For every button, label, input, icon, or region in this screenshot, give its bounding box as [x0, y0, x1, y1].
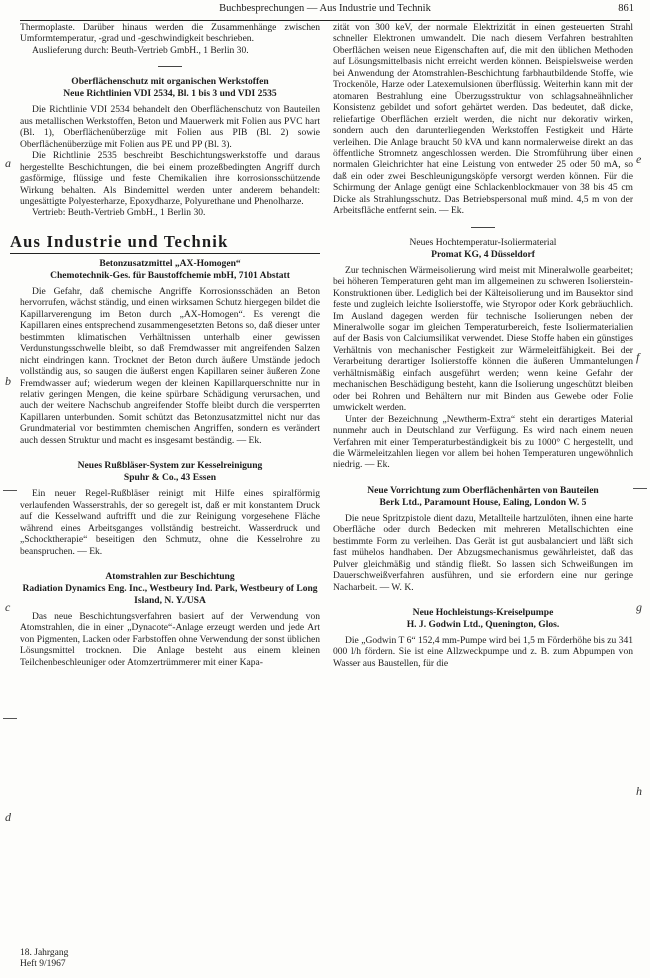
separator: [471, 227, 495, 228]
article2-title: Betonzusatzmittel „AX-Homogen“: [99, 257, 241, 269]
article7-title: Neue Hochleistungs-Kreiselpumpe: [412, 607, 554, 619]
running-header: [0, 0, 650, 18]
footer: [20, 948, 68, 969]
article5-p1: Zur technischen Wärmeisolierung wird meist mit Mineralwolle gearbeitet; bei höheren Temperaturen geht man im allgemeinen zu schweren Isolierstein-Konstruktionen über. Lediglich bei der Kälteisolierung und im Bausektor sind feste und zugleich leichte Isolierstoffe, wie Styropor oder Kork gebräuchlich. Im Ausland dagegen werden für technische Isolierungen neben der Mineralwolle sogar im gleichen Temperaturbereich, feste Isoliermaterialien auf der Basis von Calciumsilikat verwendet. Diese Stoffe haben ein günstiges Verhältnis von mechanischer Festigkeit zur Wärmeleitfähigkeit. Bei der Verarbeitung derartiger Isolierstoffe können die äußeren Ummantelungen verhältnismäßig einfach ausgeführt werden; wenn keine Gefahr der mechanischen Beschädigung besteht, kann die Isolierung ungeschützt bleiben oder bei Rohren und Behältern nur mit Binden aus Gewebe oder Folie umwickelt werden.: [333, 264, 633, 414]
article6-title: Neue Vorrichtung zum Oberflächenhärten von Bauteilen: [367, 484, 599, 496]
running-title: Buchbesprechungen — Aus Industrie und Technik: [219, 3, 431, 14]
article6-subtitle: Berk Ltd., Paramount House, Ealing, London W. 5: [379, 496, 587, 508]
article1-subtitle: Neue Richtlinien VDI 2534, Bl. 1 bis 3 und VDI 2535: [63, 88, 277, 100]
margin-mark: [3, 490, 17, 491]
article1-p1: Die Richtlinie VDI 2534 behandelt den Oberflächenschutz von Bauteilen aus metallischen Werkstoffen, Beton und Mauerwerk mit Folien aus PVC hart (Bl. 1), Oberflächenüberzüge mit Folien aus PIB (Bl. 2) sowie Oberflächenüberzüge mit Folien aus PE und PP (Bl. 3).: [20, 104, 320, 150]
margin-letter-f: f: [636, 350, 640, 364]
article1-delivery: Vertrieb: Beuth-Vertrieb GmbH., 1 Berlin 30.: [32, 207, 206, 219]
left-column: [10, 22, 320, 668]
article5-subtitle: Promat KG, 4 Düsseldorf: [431, 248, 535, 260]
margin-letter-g: g: [636, 600, 642, 614]
margin-letter-d: d: [5, 810, 11, 824]
margin-letter-e: e: [636, 152, 642, 166]
article4-title: Atomstrahlen zur Beschichtung: [105, 570, 235, 582]
intro-text: Thermoplaste. Darüber hinaus werden die Zusammenhänge zwischen Umformtemperatur, -grad und -geschwindigkeit beschrieben.: [20, 22, 320, 45]
intro-delivery: Auslieferung durch: Beuth-Vertrieb GmbH., 1 Berlin 30.: [32, 44, 249, 56]
article7-p1: Die „Godwin T 6“ 152,4 mm-Pumpe wird bei 1,5 m Förderhöhe bis zu 341 000 l/h fördern. Sie ist eine Allzweckpumpe und z. B. zum Abpumpen von Wasser aus Baustellen, für die: [333, 635, 633, 669]
margin-letter-c: c: [5, 600, 11, 614]
article4-subtitle: Radiation Dynamics Eng. Inc., Westbeury Ind. Park, Westbeury of Long Island, N. Y./USA: [22, 582, 318, 606]
section-title: Aus Industrie und Technik: [10, 233, 320, 254]
continued-text: zität von 300 keV, der normale Elektrizität in einen gesteuerten Strahl schneller Elektronen umwandelt. Die nach diesem Verfahren bestrahlten Oberflächen weisen neue Eigenschaften auf, die mit den üblichen Methoden auf Lösungsmittelbasis nicht erreicht werden können. Beispielsweise werden bei Anwendung der Atomstrahlen-Beschichtung farbhautbildende Stoffe, wie Trockenöle, Harze oder Latexemulsionen überflüssig. Weiterhin kann mit der atomaren Bestrahlung eine Überzugsstruktur von schlagsahneähnlicher Konsistenz gebildet und sofort gehärtet werden. Das bedeutet, daß dicke, reliefartige Oberflächen erzielt werden, die nicht nur dekorativ wirken, sondern auch den darunterliegenden Werkstoffen Festigkeit und Härte verleihen. Die Anlage braucht 50 kVA und kann normalerweise direkt an das öffentliche Stromnetz angeschlossen werden. Die Stromführung über einen normalen Gleichrichter hat eine Leistung von entweder 25 oder 50 mA, so daß ein oder zwei Beschleunigungsköpfe versorgt werden können. Für die Schirmung der Anlage genügt eine Schlackenblockmauer von 38 bis 45 cm Dicke als Strahlungsschutz. Das Betriebspersonal muß mind. 4,5 m von der Arbeitsfläche entfernt sein. — Ek.: [333, 22, 633, 217]
margin-letter-h: h: [636, 784, 642, 798]
article7-subtitle: H. J. Godwin Ltd., Quenington, Glos.: [406, 619, 560, 631]
margin-letter-b: b: [5, 374, 11, 388]
article2-p1: Die Gefahr, daß chemische Angriffe Korrosionsschäden an Beton hervorrufen, wächst ständig, und einen wirksamen Schutz hiergegen bildet die Kapillarverengung im Beton durch „AX-Homogen“. Es verengt die Kapillaren eines entsprechend zusammengesetzten Betons so, daß dieser unter bestimmten klimatischen Verhältnissen unterhalb einer gewissen Verdunstungsschwelle bleibt, so daß Fremdwasser mit angreifenden Salzen nicht eindringen kann. Trocknet der Beton durch äußere Umstände jedoch vollständig aus, so saugen die äußerst engen Kapillaren seiner äußeren Zone Fremdwasser auf; wiederum wegen der kleinen Kapillarquerschnitte nur in relativ geringen Mengen, die keine spürbare Schädigung verursachen, und auch der weitere Nachschub angreifender Stoffe bleibt durch die versperrten Kapillaren unterbunden. Somit schützt das Betonzusatzmittel nicht nur das Grundmaterial vor bestimmten chemischen Angriffen, sondern es verändert auch dessen Struktur und macht es insgesamt beständig. — Ek.: [20, 285, 320, 446]
header-rule: [20, 20, 630, 21]
right-column: [333, 22, 633, 669]
article5-title: Neues Hochtemperatur-Isoliermaterial: [409, 236, 557, 248]
page-number: 861: [618, 3, 634, 14]
article3-title: Neues Rußbläser-System zur Kesselreinigung: [77, 460, 263, 472]
margin-mark: [3, 718, 17, 719]
footer-issue: Heft 9/1967: [20, 958, 66, 969]
margin-mark: [633, 488, 647, 489]
article1-title: Oberflächenschutz mit organischen Werkstoffen: [71, 76, 269, 88]
article3-subtitle: Spuhr & Co., 43 Essen: [123, 472, 217, 484]
separator: [158, 66, 182, 67]
article1-p2: Die Richtlinie 2535 beschreibt Beschichtungswerkstoffe und daraus hergestellte Beschichtungen, die bei einem prozeßbedingten Angriff durch gasförmige, flüssige und feste Chemikalien ihre korrosionsschützende Wirkung behalten. Als Bindemittel werden unter anderem behandelt: ungesättigte Polyesterharze, Epoxydharze, Polyurethane und Phenolharze.: [20, 150, 320, 207]
article5-p2: Unter der Bezeichnung „Newtherm-Extra“ steht ein derartiges Material nunmehr auch in Deutschland zur Verfügung. Es wird nach einem neuen Verfahren mit einer Temperaturbeständigkeit bis zu 1000° C hergestellt, und die Wärmeleitzahlen liegen vor allem bei hohen Temperaturen ungewöhnlich niedrig. — Ek.: [333, 413, 633, 471]
article4-p1: Das neue Beschichtungsverfahren basiert auf der Verwendung von Atomstrahlen, die in einer „Dynacote“-Anlage erzeugt werden und jede Art von Pigmenten, Lacken oder Farbstoffen ohne Verwendung der sonst üblichen Lösungsmittel trocknen. Die Anlage besteht aus einem kleinen Teilchenbeschleuniger oder Atomzertrümmerer mit einer Kapa-: [20, 610, 320, 668]
margin-letter-a: a: [5, 156, 11, 170]
article3-p1: Ein neuer Regel-Rußbläser reinigt mit Hilfe eines spiralförmig verlaufenden Wasserstrahls, der so geregelt ist, daß er mit konstantem Druck auf die Kesselwand auftrifft und die zur Reinigung vorgesehene Fläche während eines Arbeitsganges vollständig bestreicht. Wasserdruck und „Schocktherapie“ beseitigen den Schmutz, ohne die Kesselrohre zu beanspruchen. — Ek.: [20, 488, 320, 557]
article2-subtitle: Chemotechnik-Ges. für Baustoffchemie mbH, 7101 Abstatt: [50, 269, 290, 281]
article6-p1: Die neue Spritzpistole dient dazu, Metallteile hartzulöten, ihnen eine harte Oberfläche oder durch Bedecken mit mehreren Metallschichten eine bestimmte Form zu verleihen. Das Gerät ist gut ausbalanciert und läßt sich fast mühelos handhaben. Der Abzugsmechanismus gewährleistet, daß das Pulver gleichmäßig und ständig fließt. So lassen sich Schweißungen im Dauerschweißverfahren ausführen, und sie erfordern eine nur geringe Nacharbeit. — W. K.: [333, 512, 633, 593]
footer-year: 18. Jahrgang: [20, 948, 69, 958]
